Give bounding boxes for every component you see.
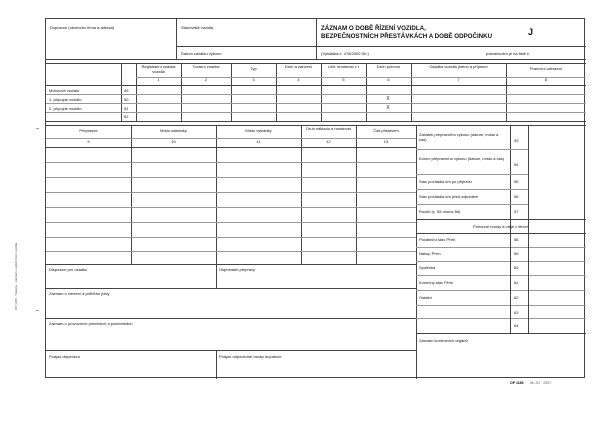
divider — [46, 121, 586, 122]
fuel-row-label: Nákup PHm — [419, 251, 441, 256]
divider — [46, 192, 416, 193]
right-row-code: 56 — [514, 194, 519, 199]
fuel-row-label: Počáteční stav PHm — [419, 237, 456, 242]
divider — [416, 174, 528, 175]
divider — [416, 204, 528, 205]
divider — [416, 261, 586, 262]
divider — [316, 19, 317, 59]
divider — [46, 94, 586, 95]
divider — [316, 46, 586, 47]
divider — [301, 125, 302, 264]
col-num: 5 — [342, 77, 345, 82]
footer-code: OP 1186 — [510, 381, 524, 385]
col-num: 2 — [204, 77, 208, 82]
divider — [416, 290, 586, 291]
divider — [46, 147, 416, 148]
divider — [416, 247, 586, 248]
divider — [416, 305, 586, 306]
datum-label: Datum začátku výkonu — [181, 51, 222, 56]
fuel-row-code: 61 — [514, 280, 519, 285]
fuel-row-code: 62 — [514, 295, 519, 300]
fuel-row-code: 59 — [514, 251, 519, 256]
divider — [528, 233, 529, 333]
divider — [216, 350, 217, 379]
col-head: Typ — [250, 66, 257, 71]
fold-tick — [36, 128, 39, 129]
col-num: 9 — [87, 139, 90, 144]
organ-label: Záznam kontrolních orgánů — [419, 338, 468, 343]
divider — [46, 63, 586, 64]
right-row-label: Stav počítadla km po příjezdu — [419, 179, 472, 184]
col-num: 4 — [297, 77, 300, 82]
fuel-row-label: Konečný stav PHm — [419, 280, 454, 285]
zdrzeni-label: Záznam o zdržení a průběhu jízdy — [49, 291, 110, 296]
col-num: 12 — [326, 139, 331, 144]
divider — [510, 233, 511, 333]
form-title-line1: ZÁZNAM O DOBĚ ŘÍZENÍ VOZIDLA, — [321, 25, 426, 32]
col-head: Místo nakládky — [160, 128, 187, 133]
divider — [46, 138, 416, 139]
divider — [46, 264, 416, 265]
fuel-row-code: 64 — [514, 323, 519, 328]
row-code: 49 — [124, 88, 129, 93]
col-head: Místo vykládky — [245, 128, 272, 133]
col-head: Druh a zařízení — [284, 64, 313, 69]
col-num: 8 — [544, 77, 548, 82]
divider — [46, 237, 416, 238]
form-sheet — [45, 18, 585, 378]
divider — [416, 219, 586, 220]
dispozice-label: Dispozice pro osádku — [49, 267, 88, 272]
col-head: Registrační značka vozidla — [141, 64, 176, 74]
divider — [46, 112, 586, 113]
fuel-header: Pohonné hmoty a oleje v litrech — [473, 224, 529, 229]
divider — [356, 125, 357, 264]
fuel-row-code: 60 — [514, 265, 519, 270]
x-mark: X — [386, 105, 390, 111]
objednatel-label: Objednatel přepravy — [219, 267, 256, 272]
col-num: 1 — [157, 77, 160, 82]
row-label-motor: Motorové vozidlo — [49, 88, 80, 93]
divider — [416, 275, 586, 276]
fold-tick — [36, 310, 39, 311]
divider — [46, 318, 416, 319]
fuel-row-label: Spotřeba — [419, 265, 436, 270]
divider — [416, 333, 586, 334]
col-num: 11 — [256, 139, 261, 144]
right-row-code: 53 — [514, 138, 519, 143]
col-num: 3 — [252, 77, 255, 82]
podpis-dispecera-label: Podpis dispečera — [49, 354, 80, 359]
row-code: 52 — [124, 114, 129, 119]
row-label-pripojne1: 1. přípojné vozidlo — [49, 97, 82, 102]
divider — [416, 233, 586, 234]
divider — [46, 85, 586, 86]
col-head: Užit. hmotnost v t — [328, 64, 359, 69]
right-row-code: 55 — [514, 179, 519, 184]
right-row-code: 54 — [514, 162, 519, 167]
col-num: 6 — [387, 77, 390, 82]
col-num: 7 — [457, 77, 460, 82]
divider — [216, 264, 217, 288]
divider — [131, 125, 132, 264]
divider — [46, 288, 416, 289]
divider — [416, 125, 417, 379]
divider — [416, 189, 528, 190]
divider — [46, 59, 586, 60]
podpis-odpovedne-label: Podpis odpovědné osoby dopravce — [219, 354, 282, 359]
col-head: Přepravce — [79, 128, 98, 133]
right-row-label: Konec přepravního výkonu (datum, místo a čas) — [419, 156, 505, 161]
right-row-label: Rozdíl (č. 55 mínus 56) — [419, 209, 461, 214]
divider — [176, 19, 177, 59]
col-head: Druh nákladu a hmotnost — [306, 126, 351, 131]
col-head: Tovární značka — [192, 64, 220, 69]
fuel-row-code: 63 — [514, 310, 519, 315]
stanoviste-label: Stanoviště vozidla — [181, 25, 214, 30]
right-row-label: Začátek přepravního výkonu (datum, místo a čas) — [419, 132, 499, 142]
form-title-line2: BEZPEČNOSTNÍCH PŘESTÁVKÁCH A DOBĚ ODPOČINKU — [321, 33, 493, 40]
divider — [46, 251, 416, 252]
col-head: Čas přistavení — [373, 128, 399, 133]
divider — [46, 162, 416, 163]
fuel-row-code: 58 — [514, 237, 519, 242]
col-head: Osádka vozidla jméno a příjmení — [429, 64, 488, 69]
col-num: 10 — [171, 139, 176, 144]
x-mark: X — [386, 96, 390, 102]
form-letter: J — [528, 27, 534, 37]
provozni-label: Záznam o provozních poměrech a podmínkách — [49, 321, 133, 326]
divider — [216, 125, 217, 264]
divider — [46, 103, 586, 104]
fuel-row-label: Ostatní — [419, 295, 432, 300]
divider — [416, 318, 586, 319]
vyhlaska-label: (Vyhláška č. 478/2000 Sb.) — [321, 51, 369, 56]
dopravce-label: Dopravce (obchodní firma a adresa) — [50, 25, 115, 30]
side-print-text: OP 1186 · Tiskopis · Záznam o době řízení vozidla — [14, 242, 18, 310]
col-head: Pracovní zařazení — [529, 66, 563, 71]
pokracovani-label: pokračování je na listě č. — [486, 51, 531, 56]
right-row-code: 57 — [514, 209, 519, 214]
footer-suffix: NL 2/2 · 2007 — [530, 381, 552, 385]
divider — [176, 46, 316, 47]
divider — [46, 222, 416, 223]
col-head: Druh pohonu — [376, 64, 401, 69]
divider — [46, 207, 416, 208]
right-row-label: Stav počítadla km před odjezdem — [419, 194, 479, 199]
row-code: 51 — [124, 106, 129, 111]
divider — [46, 177, 416, 178]
row-code: 50 — [124, 97, 129, 102]
col-num: 13 — [383, 139, 389, 144]
row-label-pripojne2: 2. přípojné vozidlo — [49, 106, 82, 111]
divider — [416, 149, 528, 150]
divider — [46, 350, 416, 351]
